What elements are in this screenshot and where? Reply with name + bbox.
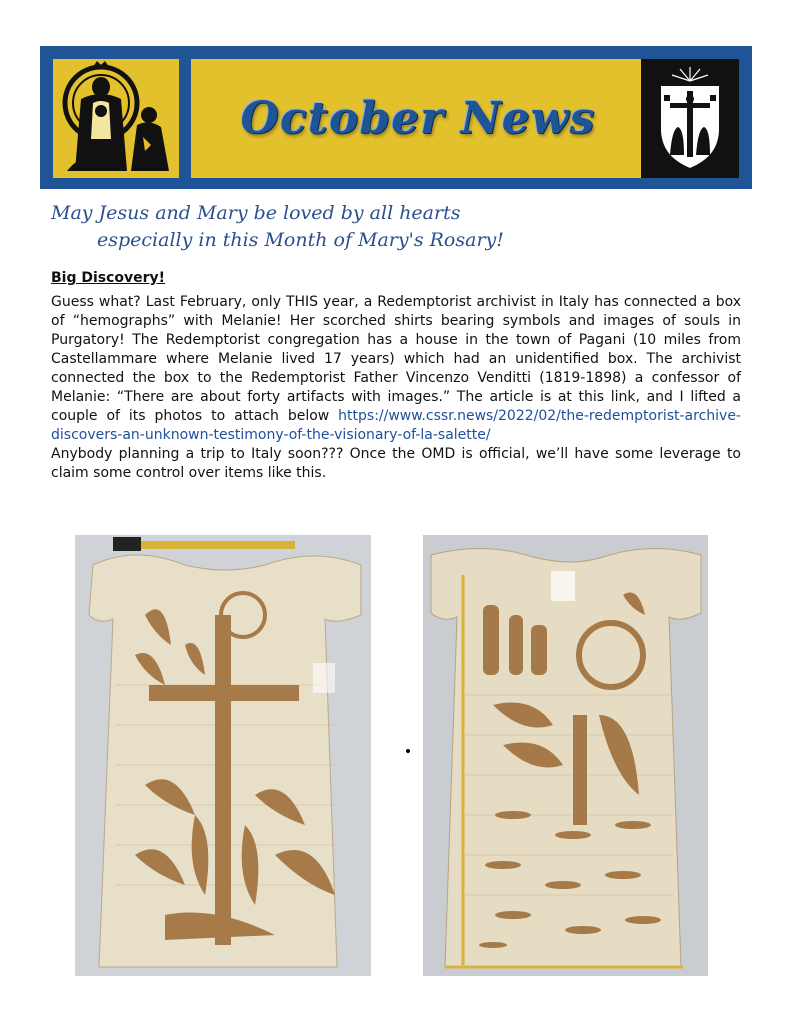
- newsletter-banner: [40, 46, 752, 189]
- article-link[interactable]: https://www.cssr.news/2022/02/the-redemptorist-archive-discovers-an-unknown-testimony-of-the-visionary-of-la-salette/: [51, 408, 741, 443]
- scorched-shirt-cross-photo-icon: [75, 535, 371, 976]
- madonna-logo-icon: [53, 59, 179, 178]
- article-heading: Big Discovery!: [51, 270, 166, 286]
- crucifix-crest-icon: [641, 59, 739, 178]
- article-paragraph-1: Guess what? Last February, only THIS year, a Redemptorist archivist in Italy has connected a box of “hemographs” with Melanie! Her scorched shirts bearing symbols and images of souls in Purgatory! The Redemptorist congregation has a house in the town of Pagani (10 miles from Castellammare where Melanie lived 17 years) which had an unidentified box. The archivist connected the box to the Redemptorist Father Vincenzo Venditti (1819-1898) a confessor of Melanie: “There are about forty artifacts with images.” The article is at this link, and I lifted a couple of its photos to attach below: [51, 294, 741, 424]
- stray-dot: [406, 749, 410, 753]
- shirt-photo-2: [423, 535, 708, 976]
- banner-title-panel: [191, 59, 645, 178]
- greeting-line-2: especially in this Month of Mary's Rosary!: [97, 229, 504, 251]
- scorched-shirt-figures-photo-icon: [423, 535, 708, 976]
- shirt-photo-1: [75, 535, 371, 976]
- article-paragraph-2: Anybody planning a trip to Italy soon??? Once the OMD is official, we’ll have some leverage to claim some control over items like this.: [51, 446, 741, 481]
- newsletter-title: October News: [240, 93, 596, 144]
- article-body: [51, 293, 741, 483]
- greeting-line-1: May Jesus and Mary be loved by all hearts: [51, 202, 461, 224]
- greeting-text: [51, 200, 504, 254]
